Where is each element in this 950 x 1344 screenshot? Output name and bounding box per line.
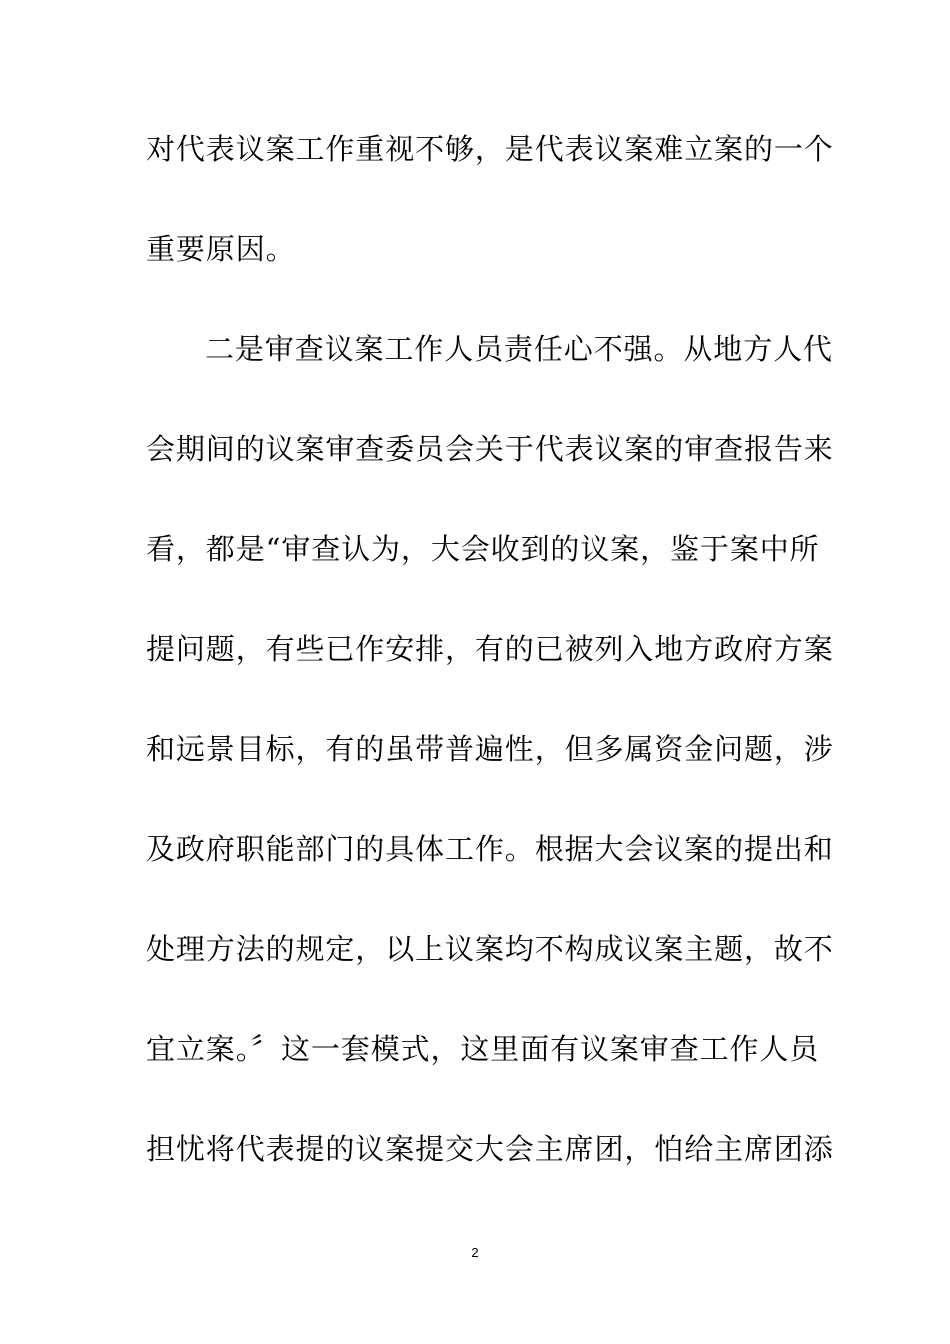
- text-line: 会期间的议案审查委员会关于代表议案的审查报告来: [146, 432, 834, 466]
- text-line: 处理方法的规定，以上议案均不构成议案主题，故不: [146, 932, 834, 966]
- page-number: 2: [471, 1245, 479, 1260]
- text-line: 重要原因。: [146, 232, 296, 266]
- text-line: 对代表议案工作重视不够，是代表议案难立案的一个: [146, 132, 834, 166]
- text-line: 看，都是“审查认为，大会收到的议案，鉴于案中所: [146, 532, 820, 566]
- text-line: 及政府职能部门的具体工作。根据大会议案的提出和: [146, 832, 834, 866]
- text-line: 提问题，有些已作安排，有的已被列入地方政府方案: [146, 632, 834, 666]
- text-line: 和远景目标，有的虽带普遍性，但多属资金问题，涉: [146, 732, 834, 766]
- text-line: 宜立案。〞这一套模式，这里面有议案审查工作人员: [146, 1032, 820, 1066]
- paragraph-first-line: 二是审查议案工作人员责任心不强。从地方人代: [205, 332, 833, 366]
- text-line: 担忧将代表提的议案提交大会主席团，怕给主席团添: [146, 1132, 834, 1166]
